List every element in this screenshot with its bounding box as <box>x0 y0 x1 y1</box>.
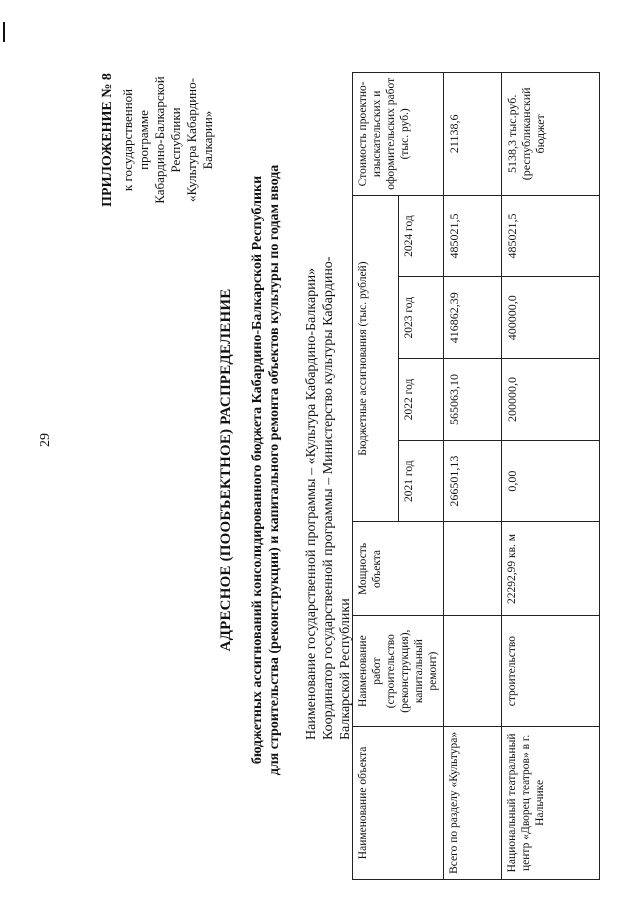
page-number: 29 <box>38 433 53 447</box>
document-title: АДРЕСНОЕ (ПООБЪЕКТНОЕ) РАСПРЕДЕЛЕНИЕ <box>218 288 234 652</box>
cell-cost: 5138,3 тыс.руб. (республиканский бюджет <box>502 73 600 196</box>
document-subtitle: бюджетных ассигнований консолидированного бюджета Кабардино-Балкарской Республики <box>250 175 265 765</box>
cell-value: 416862,39 <box>444 277 502 359</box>
appendix-line: к государственной программе <box>120 88 151 192</box>
cell-capacity <box>444 522 502 616</box>
header-year: 2021 год <box>398 440 444 522</box>
appendix-line: Кабардино-Балкарской Республики <box>152 76 183 204</box>
table-row <box>502 73 600 880</box>
header-cost: Стоимость проектно-изыскательских и оформительских работ (тыс. руб.) <box>353 73 444 196</box>
rotated-sheet <box>100 60 570 880</box>
header-budget: Бюджетные ассигнования (тыс. рублей) <box>353 195 399 522</box>
cell-object-name: Всего по разделу «Культура» <box>444 726 502 879</box>
cell-value: 266501,13 <box>444 440 502 522</box>
cell-value: 0,00 <box>502 440 600 522</box>
cell-value: 565063,10 <box>444 359 502 441</box>
cell-capacity: 22292,99 кв. м <box>502 522 600 616</box>
header-year: 2023 год <box>398 277 444 359</box>
program-coordinator: Координатор государственной программы – Министерство культуры Кабардино-Балкарской Республики <box>321 256 353 740</box>
margin-mark <box>3 22 5 42</box>
appendix-line: «Культура Кабардино-Балкарии» <box>184 78 215 202</box>
allocation-table <box>352 72 600 880</box>
appendix-block <box>100 60 216 220</box>
appendix-title: ПРИЛОЖЕНИЕ № 8 <box>100 73 115 207</box>
cell-work-name: строительство <box>502 616 600 726</box>
header-work-name: Наименование работ (строительство (реконструкция), капитальный ремонт) <box>353 616 444 726</box>
cell-value: 200000,0 <box>502 359 600 441</box>
document-subtitle: для строительства (реконструкции) и капитального ремонта объектов культуры по годам ввода <box>267 164 282 776</box>
table-row <box>444 73 502 880</box>
header-object-name: Наименование объекта <box>353 726 444 879</box>
program-info <box>303 200 354 740</box>
header-capacity: Мощность объекта <box>353 522 444 616</box>
cell-work-name <box>444 616 502 726</box>
document-heading <box>218 140 283 800</box>
cell-value: 485021,5 <box>444 195 502 277</box>
table-header-row <box>353 73 399 880</box>
cell-value: 400000,0 <box>502 277 600 359</box>
cell-object-name: Национальный театральный центр «Дворец театров» в г. Нальчике <box>502 726 600 879</box>
header-year: 2022 год <box>398 359 444 441</box>
cell-value: 485021,5 <box>502 195 600 277</box>
cell-cost: 21138,6 <box>444 73 502 196</box>
program-name: Наименование государственной программы – «Культура Кабардино-Балкарии» <box>304 267 319 740</box>
header-year: 2024 год <box>398 195 444 277</box>
